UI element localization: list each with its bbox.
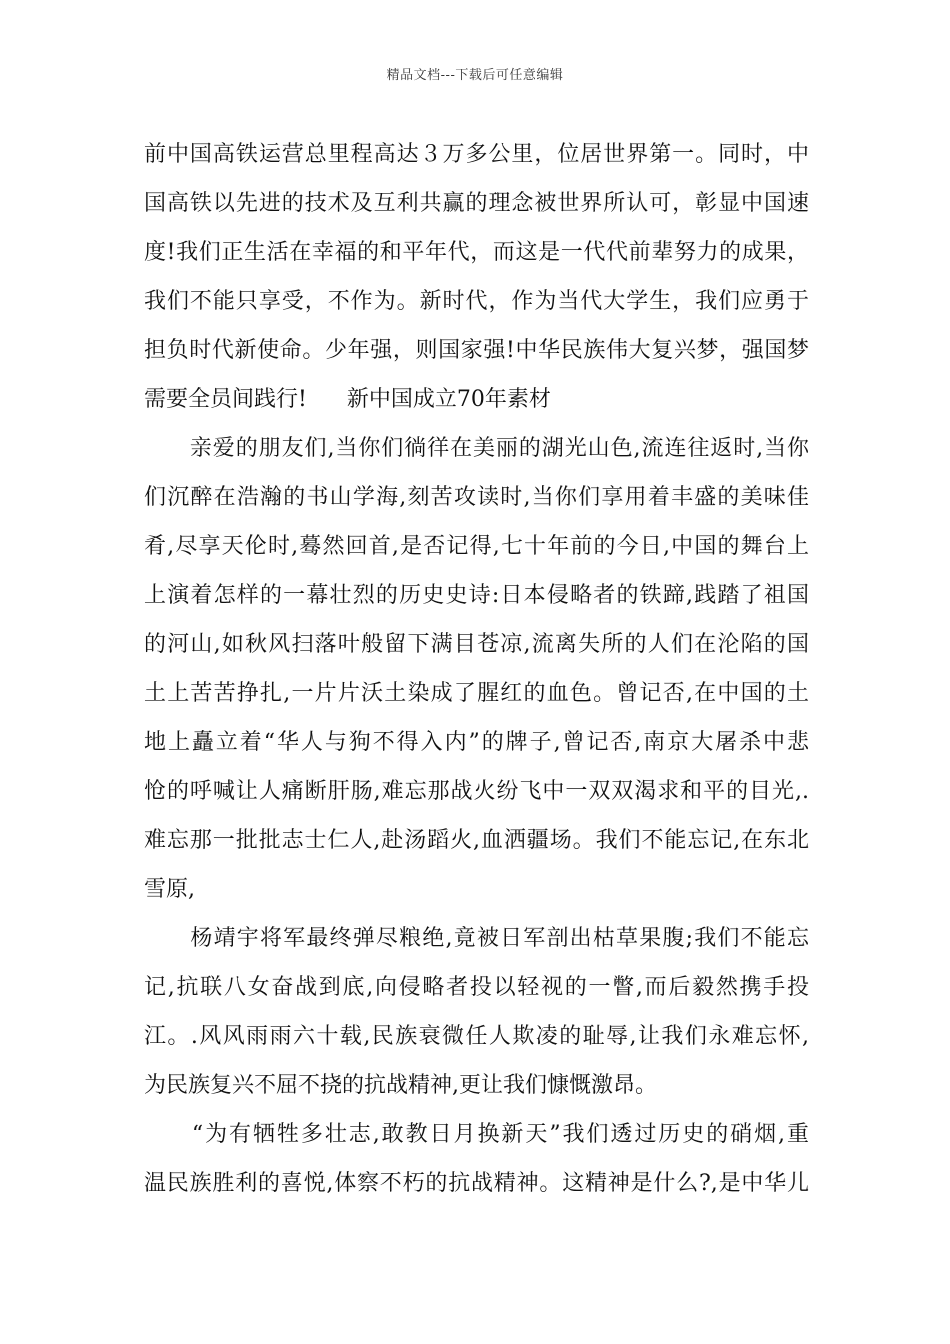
text-line: 们沉醉在浩瀚的书山学海,刻苦攻读时,当你们享用着丰盛的美味佳: [144, 485, 809, 510]
page-header: 精品文档---下载后可任意编辑: [386, 68, 564, 83]
text-line: 的河山,如秋风扫落叶般留下满目苍凉,流离失所的人们在沦陷的国: [144, 632, 809, 657]
text-line-segment: 需要全员间践行!: [144, 387, 307, 412]
text-line: 担负时代新使命。少年强，则国家强!中华民族伟大复兴梦，强国梦: [144, 338, 809, 363]
text-line: 上演着怎样的一幕壮烈的历史史诗:日本侵略者的铁蹄,践踏了祖国: [144, 583, 809, 608]
text-line: 肴,尽享天伦时,蓦然回首,是否记得,七十年前的今日,中国的舞台上: [144, 534, 809, 559]
text-line: 记,抗联八女奋战到底,向侵略者投以轻视的一瞥,而后毅然携手投: [144, 975, 809, 1000]
text-line: 国高铁以先进的技术及互利共赢的理念被世界所认可，彰显中国速: [144, 191, 809, 216]
inline-section-title: 新中国成立70年素材: [346, 387, 551, 412]
text-line: 为民族复兴不屈不挠的抗战精神,更让我们慷慨激昂。: [144, 1073, 657, 1098]
text-line: 怆的呼喊让人痛断肝肠,难忘那战火纷飞中一双双渴求和平的目光,.: [144, 779, 809, 804]
text-line: “为有牺牲多壮志,敢教日月换新天”我们透过历史的硝烟,重: [144, 1122, 809, 1147]
text-line: 杨靖宇将军最终弹尽粮绝,竟被日军剖出枯草果腹;我们不能忘: [144, 926, 809, 951]
text-line: 我们不能只享受，不作为。新时代，作为当代大学生，我们应勇于: [144, 289, 809, 314]
text-line: 前中国高铁运营总里程高达３万多公里，位居世界第一。同时，中: [144, 142, 809, 167]
document-body: [144, 130, 809, 1208]
text-line: [144, 375, 809, 424]
text-line: 江。.风风雨雨六十载,民族衰微任人欺凌的耻辱,让我们永难忘怀,: [144, 1024, 809, 1049]
text-line: 难忘那一批批志士仁人,赴汤蹈火,血洒疆场。我们不能忘记,在东北: [144, 828, 809, 853]
text-line: 度!我们正生活在幸福的和平年代，而这是一代代前辈努力的成果，: [144, 240, 809, 265]
text-line: 温民族胜利的喜悦,体察不朽的抗战精神。这精神是什么?,是中华儿: [144, 1171, 809, 1196]
text-line: 亲爱的朋友们,当你们徜徉在美丽的湖光山色,流连往返时,当你: [144, 436, 809, 461]
text-line: 土上苦苦挣扎,一片片沃土染成了腥红的血色。曾记否,在中国的土: [144, 681, 809, 706]
text-line: 地上矗立着“华人与狗不得入内”的牌子,曾记否,南京大屠杀中悲: [144, 730, 809, 755]
text-line: 雪原,: [144, 877, 195, 902]
